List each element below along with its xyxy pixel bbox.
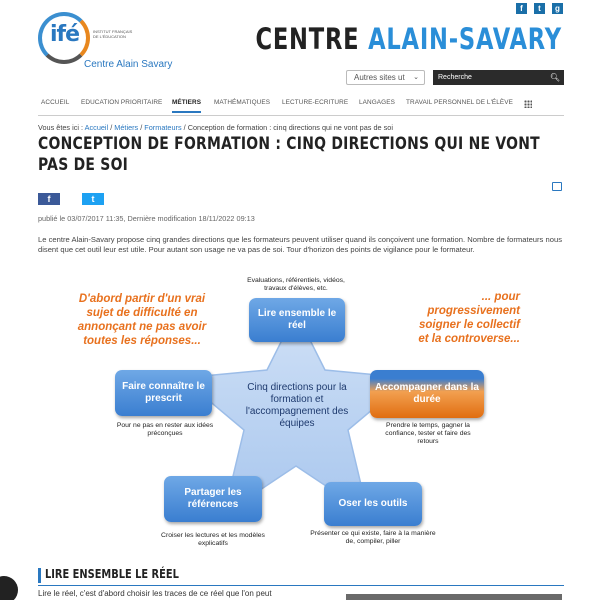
section-text: Lire le réel, c'est d'abord choisir les traces de ce réel que l'on peut <box>38 589 272 598</box>
breadcrumb-prefix: Vous êtes ici : <box>38 123 84 132</box>
box-lire-ensemble <box>249 298 345 342</box>
other-sites-select[interactable] <box>346 70 425 85</box>
grid-menu-icon[interactable] <box>524 100 532 108</box>
section-title: LIRE ENSEMBLE LE RÉEL <box>45 567 179 581</box>
brand-part2: ALAIN-SAVARY <box>368 22 562 56</box>
box-faire-connaitre <box>115 370 212 416</box>
intro-paragraph: Le centre Alain-Savary propose cinq grandes directions que les formateurs peuvent utiliser quand ils conçoivent une formation. Nombre de formateurs nous disent que cet outil leur est utile. Pour autant son usage ne va pas de soi. Tour d'horizon des points de vigilance pour le formateur. <box>38 235 562 254</box>
main-nav <box>38 94 564 116</box>
nav-item-education-prioritaire[interactable]: EDUCATION PRIORITAIRE <box>81 99 163 106</box>
search-placeholder: Recherche <box>438 74 472 81</box>
breadcrumb-item[interactable]: Formateurs <box>144 123 182 132</box>
box-label: Faire connaître le prescrit <box>122 381 205 404</box>
share-twitter-button[interactable]: t <box>82 193 104 205</box>
google-plus-icon[interactable]: g <box>552 3 563 14</box>
left-quote-line: D'abord partir d'un vrai <box>78 293 206 305</box>
center-text: Cinq directions pour la formation et l'accompagnement des équipes <box>245 382 349 429</box>
logo-text: ifé <box>50 22 80 47</box>
box-label: Partager les références <box>184 487 242 510</box>
nav-item-mathematiques[interactable]: MATHÉMATIQUES <box>214 99 271 106</box>
nav-item-lecture-ecriture[interactable]: LECTURE-ECRITURE <box>282 99 349 106</box>
breadcrumb-current: Conception de formation : cinq directions qui ne vont pas de soi <box>187 123 393 132</box>
left-quote-line: sujet de difficulté en <box>86 307 198 319</box>
box-note: Croiser les lectures et les modèles explicatifs <box>161 532 265 547</box>
section-image <box>346 594 562 600</box>
brand-title <box>256 22 562 56</box>
box-label: Oser les outils <box>338 498 408 509</box>
right-quote-line: et la controverse... <box>418 333 520 345</box>
section-divider <box>38 585 564 586</box>
box-note: Evaluations, référentiels, vidéos, travaux d'élèves, etc. <box>247 277 345 292</box>
right-quote-line: progressivement <box>427 305 520 317</box>
publish-date: publié le 03/07/2017 11:35, Dernière modification 18/11/2022 09:13 <box>38 214 255 223</box>
right-quote-line: soigner le collectif <box>419 319 520 331</box>
left-quote-line: annonçant ne pas avoir <box>77 321 207 333</box>
left-quote <box>74 292 210 348</box>
box-label: Accompagner dans la durée <box>375 382 479 405</box>
box-note: Présenter ce qui existe, faire à la manière de, compiler, piller <box>310 530 436 545</box>
share-facebook-button[interactable]: f <box>38 193 60 205</box>
breadcrumb-item[interactable]: Accueil <box>84 123 109 132</box>
facebook-icon[interactable]: f <box>516 3 527 14</box>
breadcrumb-item[interactable]: Métiers <box>114 123 139 132</box>
right-quote <box>410 290 520 346</box>
section-marker <box>38 568 41 583</box>
search-input[interactable] <box>433 70 564 85</box>
box-accompagner <box>370 370 484 418</box>
five-directions-diagram <box>38 270 562 555</box>
box-note: Prendre le temps, gagner la confiance, tester et faire des retours <box>385 422 471 445</box>
twitter-icon[interactable]: t <box>534 3 545 14</box>
search-icon[interactable]: 🔍︎ <box>549 73 560 82</box>
other-sites-label: Autres sites ut <box>354 73 405 82</box>
print-icon[interactable] <box>552 182 562 191</box>
scroll-top-button[interactable] <box>0 576 18 600</box>
box-oser-outils <box>324 482 422 526</box>
box-partager <box>164 476 262 522</box>
nav-item-travail-personnel[interactable]: TRAVAIL PERSONNEL DE L'ÉLÈVE <box>406 99 514 106</box>
box-note: Pour ne pas en rester aux idées préconçues <box>116 422 214 437</box>
logo-subtitle: INSTITUT FRANÇAIS DE L'ÉDUCATION <box>93 29 133 39</box>
right-quote-line: ... pour <box>481 291 520 303</box>
brand-part1: CENTRE <box>255 22 360 56</box>
site-name[interactable]: Centre Alain Savary <box>84 59 173 70</box>
page-title: CONCEPTION DE FORMATION : CINQ DIRECTIONS QUI NE VONT PAS DE SOI <box>38 134 540 175</box>
chevron-down-icon: ⌄ <box>413 74 419 81</box>
nav-item-metiers[interactable]: MÉTIERS <box>172 99 201 113</box>
nav-item-langages[interactable]: LANGAGES <box>359 99 395 106</box>
breadcrumb: Vous êtes ici : Accueil / Métiers / Formateurs / Conception de formation : cinq directions qui ne vont pas de soi <box>38 123 393 132</box>
left-quote-line: toutes les réponses... <box>83 335 201 347</box>
nav-item-accueil[interactable]: ACCUEIL <box>41 99 70 106</box>
box-label: Lire ensemble le réel <box>257 308 337 331</box>
